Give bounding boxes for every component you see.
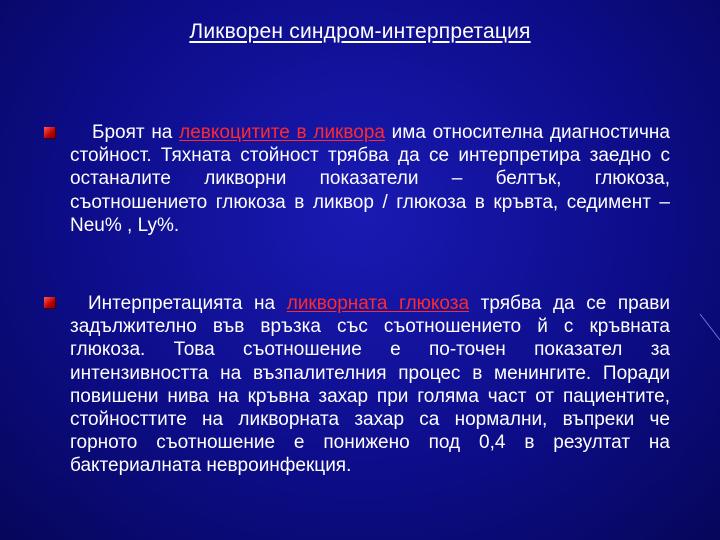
decorative-line (696, 310, 720, 350)
paragraph-leukocytes (70, 121, 670, 237)
paragraph-leukocytes-pre: Броят на (92, 122, 180, 143)
paragraph-glucose-pre: Интерпретацията на (88, 293, 287, 314)
page-title: Ликворен синдром-интерпретация (189, 20, 531, 43)
paragraph-leukocytes-post: има относителна диагностична стойност. Тяхната стойност трябва да се интерпретира заедно с останалите ликворни показатели – белтък, глюкоза, съотношението глюкоза в ликвор / глюкоза в кръвта, седимент – Neu% , Ly%. (70, 122, 670, 236)
highlight-leukocytes: левкоцитите в ликвора (179, 122, 385, 143)
bullet-marker-1 (44, 127, 55, 138)
highlight-glucose: ликворната глюкоза (286, 293, 470, 314)
paragraph-glucose (70, 292, 670, 478)
bullet-marker-2 (44, 297, 55, 308)
paragraph-glucose-post: трябва да се прави задължително във връзка със съотношението й с кръвната глюкоза. Това съотношение е по-точен показател за интензивността на възпалителния процес в менингите. Поради повишени нива на кръвна захар при голяма част от пациентите, стойносттите на ликворната захар са нормални, въпреки че горното съотношение е понижено под 0,4 в резултат на бактериалната невроинфекция. (70, 293, 671, 477)
